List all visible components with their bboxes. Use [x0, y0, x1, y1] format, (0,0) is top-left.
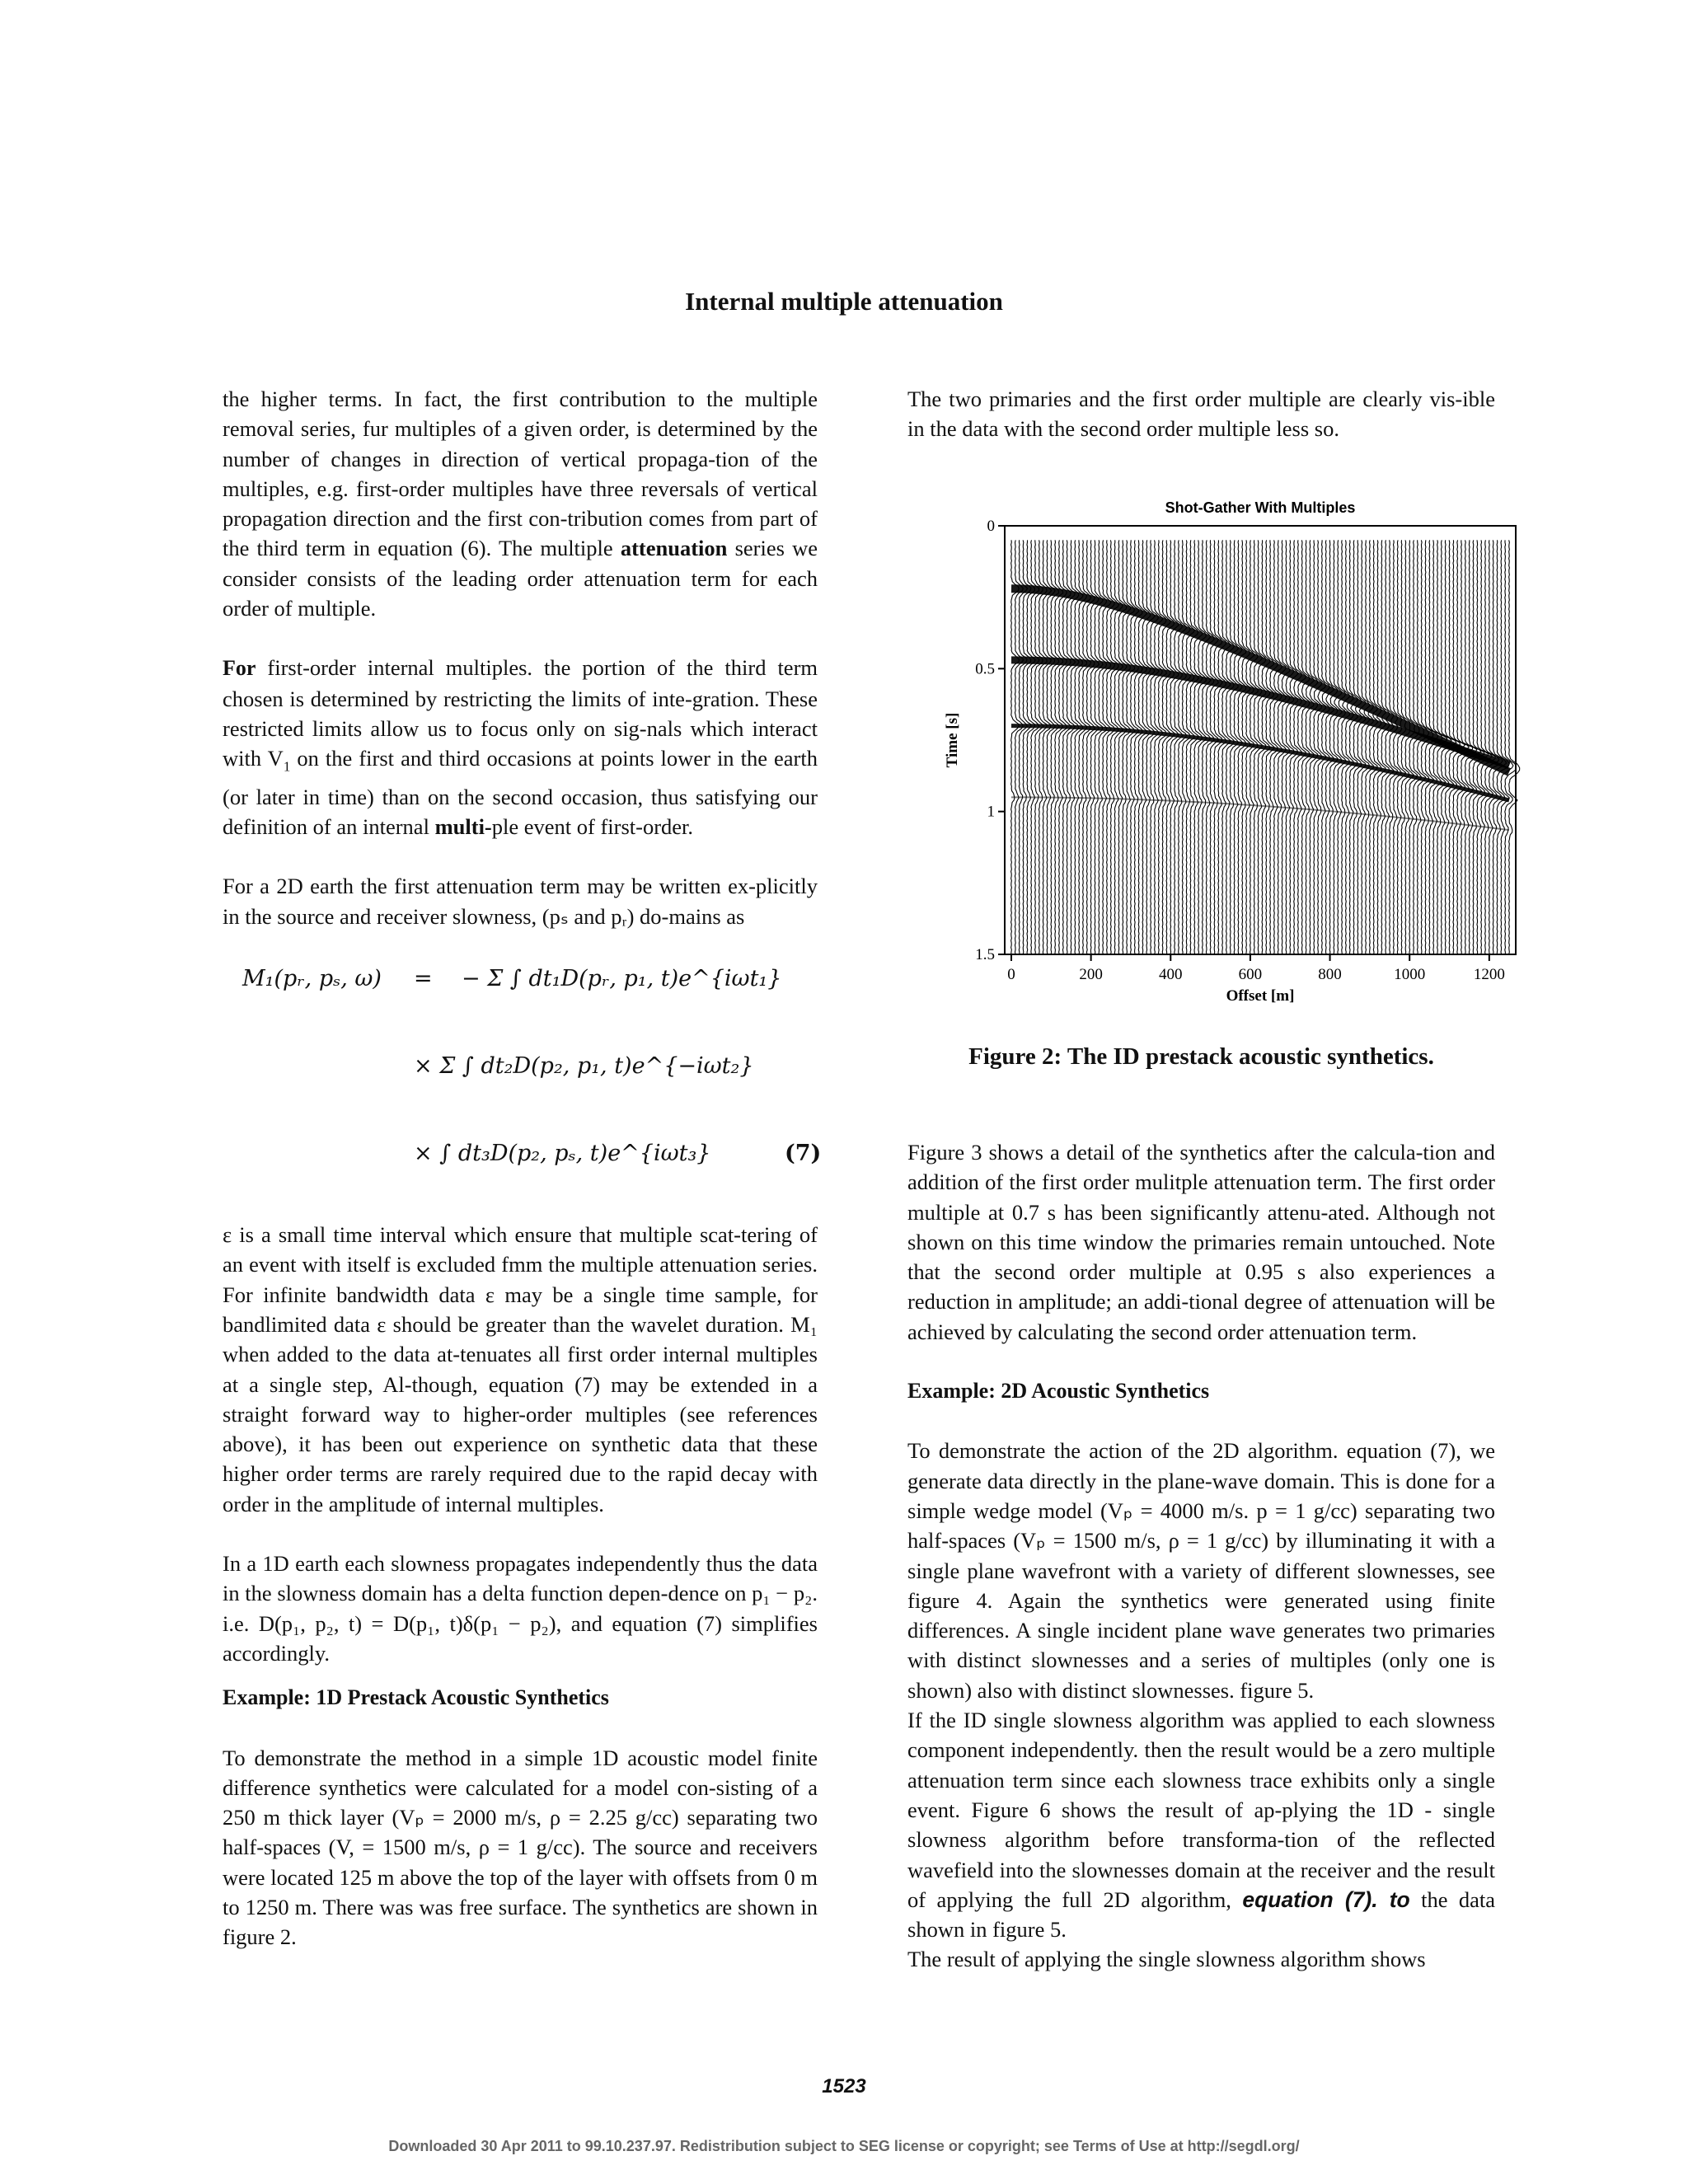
equation-equals: = [414, 966, 433, 992]
x-tick-label: 800 [1318, 966, 1342, 983]
x-tick-label: 200 [1079, 966, 1103, 983]
section-heading-2d: Example: 2D Acoustic Synthetics [907, 1379, 1210, 1404]
equation-line-2: × Σ ∫ dt₂D(p₂, p₁, t)e^{−iωt₂} [414, 1053, 754, 1080]
right-paragraph-1: The two primaries and the first order multiple are clearly vis-ible in the data with the second order multiple less so. [907, 387, 1495, 442]
left-paragraph-5: In a 1D earth each slowness propagates independently thus the data in the slowness domain has a delta function depen-dence on p₁ − p₂. i.e. D(p₁, p₂, t) = D(p₁, t)δ(p₁ − p₂), and equation (7) simplifies accordingly. [223, 1551, 818, 1666]
right-paragraph-5: The result of applying the single slowness algorithm shows [907, 1947, 1426, 1972]
left-paragraph-2: For first-order internal multiples. the portion of the third term chosen is determined by restricting the limits of inte-gration. These restricted limits allow us to focus only on sig-nals which interact with $V_1$ on the first and third occasions at points lower in the earth (or later in time) than on the second occasion, thus satisfying our definition of an internal multi-ple event of first-order. [223, 655, 818, 840]
shot-gather-chart [907, 486, 1534, 1022]
right-lower-column [907, 1137, 1495, 1975]
left-paragraph-4: ε is a small time interval which ensure that multiple scat-tering of an event with itself is excluded fmm the multiple attenuation series. For infinite bandwidth data ε may be a single time sample, for bandlimited data ε should be greater than the wavelet duration. M₁ when added to the data at-tenuates all first order internal multiples at a single step, Al-though, equation (7) may be extended in a straight forward way to higher-order multiples (see references above), it has been out experience on synthetic data that these higher order terms are rarely required due to the rapid decay with order in the amplitude of internal multiples. [223, 1222, 818, 1516]
x-tick-label: 1000 [1394, 966, 1426, 983]
equation-lhs: M₁(pᵣ, pₛ, ω) [242, 966, 382, 992]
right-paragraph-4: If the ID single slowness algorithm was applied to each slowness component independently. then the result would be a zero multiple attenuation term since each slowness trace exhibits only a single event. Figure 6 shows the result of ap-plying the 1D - single slowness algorithm before transforma-tion of the reflected wavefield into the slownesses domain at the receiver and the result of applying the full 2D algorithm, equation (7). to the data shown in figure 5. [907, 1708, 1496, 1943]
download-notice: Downloaded 30 Apr 2011 to 99.10.237.97. Redistribution subject to SEG license or copyright; see Terms of Use at http://segdl.org/ [388, 2138, 1300, 2154]
equation-line-3: × ∫ dt₃D(p₂, pₛ, t)e^{iωt₃} [414, 1141, 711, 1167]
x-tick-label: 600 [1238, 966, 1263, 983]
figure-caption: Figure 2: The ID prestack acoustic synthetics. [968, 1043, 1434, 1070]
x-axis-label: Offset [m] [1226, 987, 1295, 1005]
y-axis-label: Time [s] [944, 712, 961, 768]
section-heading-1d: Example: 1D Prestack Acoustic Synthetics [223, 1685, 609, 1710]
x-tick-label: 400 [1159, 966, 1183, 983]
y-tick-label: 1 [987, 803, 995, 821]
equation-line-1: − Σ ∫ dt₁D(pᵣ, p₁, t)e^{iωt₁} [462, 966, 782, 992]
y-tick-label: 0 [987, 518, 995, 535]
left-paragraph-1: the higher terms. In fact, the first contribution to the multiple removal series, fur multiples of a given order, is determined by the number of changes in direction of vertical propaga-tion of the multiples, e.g. first-order multiples have three reversals of vertical propagation direction and the first con-tribution comes from part of the third term in equation (6). The multiple attenuation series we consider consists of the leading order attenuation term for each order of multiple. [223, 387, 818, 621]
right-paragraph-2: Figure 3 shows a detail of the synthetics after the calcula-tion and addition of the first order mulitple attenuation term. The first order multiple at 0.7 s has been significantly attenu-ated. Although not shown on this time window the primaries remain untouched. Note that the second order multiple at 0.95 s also experiences a reduction in amplitude; an addi-tional degree of attenuation will be achieved by calculating the second order attenuation term. [907, 1140, 1495, 1344]
left-paragraph-3: For a 2D earth the first attenuation term may be written ex-plicitly in the source and receiver slowness, (pₛ and pᵣ) do-mains as [223, 874, 818, 929]
x-tick-label: 1200 [1473, 966, 1505, 983]
left-paragraph-6: To demonstrate the method in a simple 1D acoustic model finite difference synthetics were calculated for a model con-sisting of a 250 m thick layer (Vₚ = 2000 m/s, ρ = 2.25 g/cc) separating two half-spaces (V, = 1500 m/s, ρ = 1 g/cc). The source and receivers were located 125 m above the top of the layer with offsets from 0 m to 1250 m. There was was free surface. The synthetics are shown in figure 2. [223, 1745, 818, 1950]
page-title: Internal multiple attenuation [685, 287, 1003, 316]
equation-7 [223, 948, 822, 1205]
chart-title: Shot-Gather With Multiples [1165, 499, 1356, 516]
x-tick-label: 0 [1007, 966, 1015, 983]
y-tick-label: 1.5 [975, 946, 995, 963]
left-column [223, 384, 822, 1952]
equation-number: (7) [785, 1141, 822, 1167]
right-paragraph-3: To demonstrate the action of the 2D algorithm. equation (7), we generate data directly in the plane-wave domain. This is done for a simple wedge model (Vₚ = 4000 m/s. p = 1 g/cc) separating two half-spaces (Vₚ = 1500 m/s, ρ = 1 g/cc) by illuminating it with a single plane wavefront with a variety of different slownesses, see figure 4. Again the synthetics were generated using finite differences. A single incident plane wave generates two primaries with distinct slownesses and a series of multiples (only one is shown) also with distinct slownesses. figure 5. [907, 1438, 1495, 1703]
page-number: 1523 [822, 2075, 866, 2097]
y-tick-label: 0.5 [975, 660, 995, 678]
figure-2 [907, 486, 1534, 1096]
